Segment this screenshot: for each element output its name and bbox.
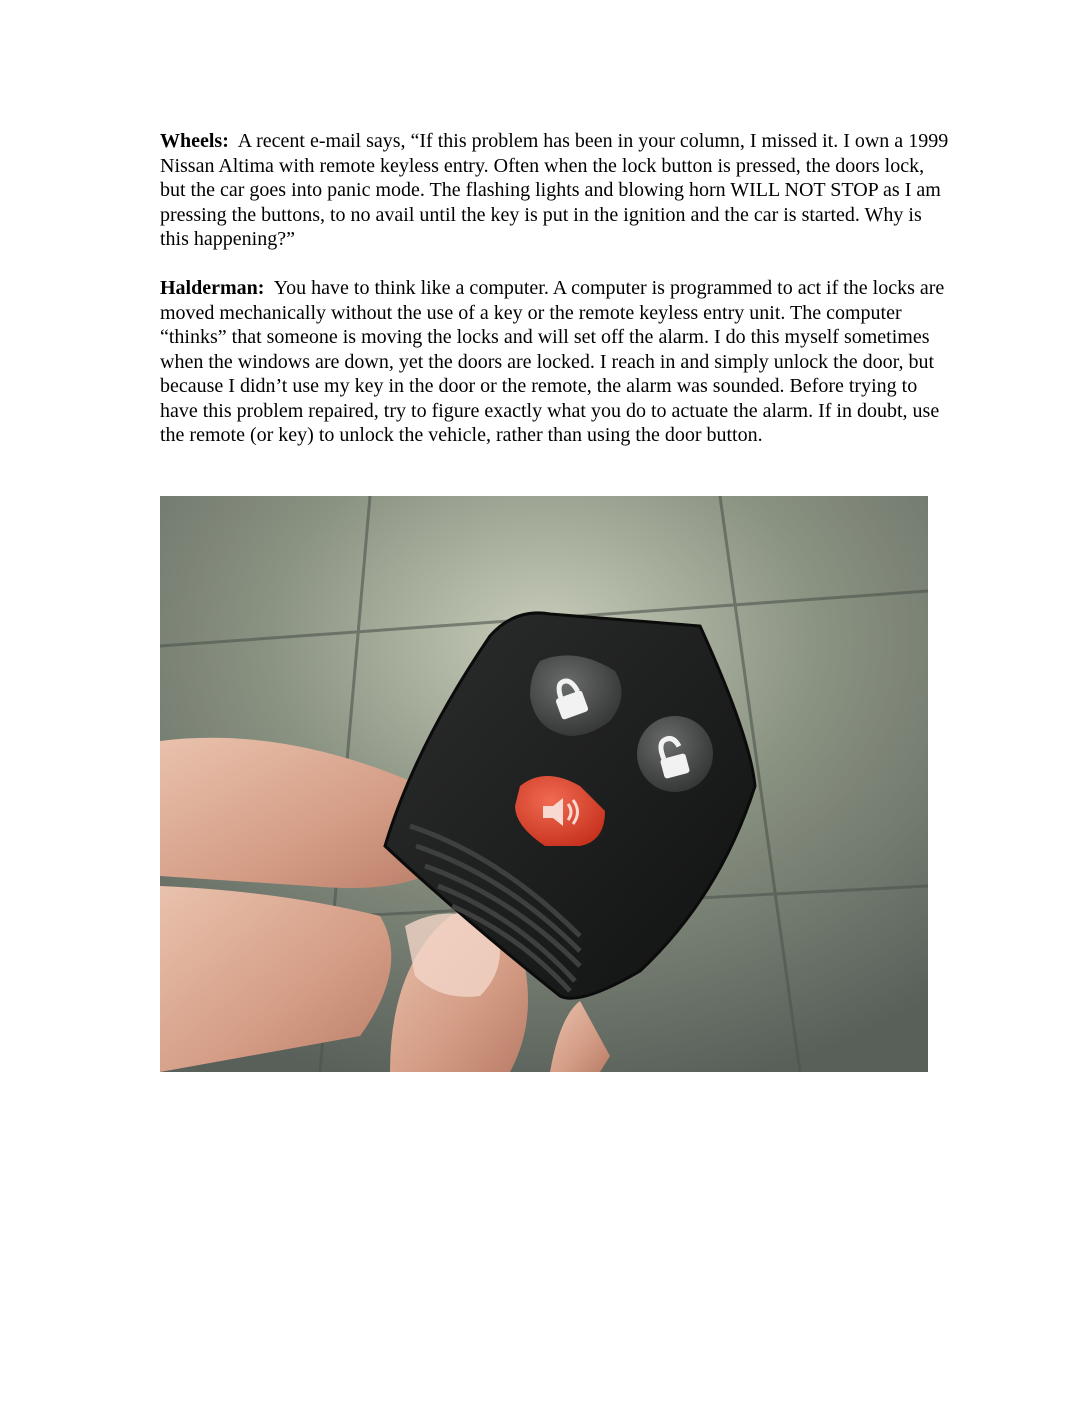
paragraph-halderman: [160, 276, 950, 448]
paragraph-wheels-text: A recent e-mail says, “If this problem has been in your column, I missed it. I own a 1999 Nissan Altima with remote keyless entry. Often when the lock button is pressed, the doors lock, but the car goes into panic mode. The flashing lights and blowing horn WILL NOT STOP as I am pressing the buttons, to no avail until the key is put in the ignition and the car is started. Why is this happening?”: [160, 130, 949, 250]
key-fob-illustration: [160, 496, 928, 1072]
speaker-label-wheels: Wheels:: [160, 130, 229, 152]
paragraph-halderman-text: You have to think like a computer. A computer is programmed to act if the locks are moved mechanically without the use of a key or the remote keyless entry unit. The computer “thinks” that someone is moving the locks and will set off the alarm. I do this myself sometimes when the windows are down, yet the doors are locked. I reach in and simply unlock the door, but because I didn’t use my key in the door or the remote, the alarm was sounded. Before trying to have this problem repaired, try to figure exactly what you do to actuate the alarm. If in doubt, use the remote (or key) to unlock the vehicle, rather than using the door button.: [160, 277, 945, 446]
speaker-label-halderman: Halderman:: [160, 277, 265, 299]
paragraph-wheels: [160, 129, 950, 252]
unlock-button: [637, 716, 713, 792]
key-fob-photo: [160, 496, 928, 1072]
